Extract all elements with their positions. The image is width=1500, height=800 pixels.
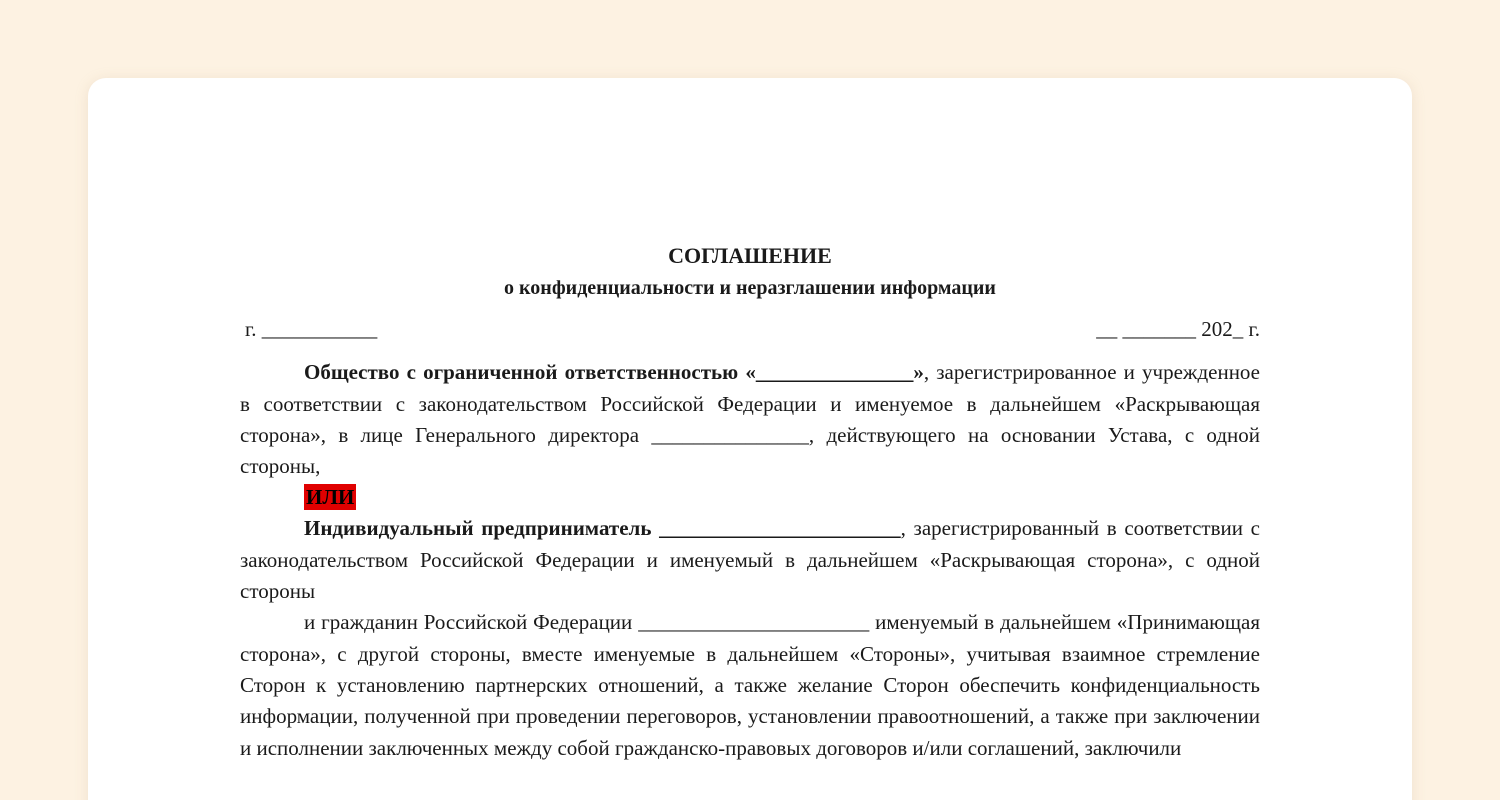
paragraph-citizen: и гражданин Российской Федерации ______________________ именуемый в дальнейшем «Принимающая сторона», с другой стороны, вместе именуемые в дальнейшем «Стороны», учитывая взаимное стремление Сторон к установлению партнерских отношений, а также желание Сторон обеспечить конфиденциальность информации, полученной при проведении переговоров, установлении правоотношений, а также при заключении и исполнении заключенных между собой гражданско-правовых договоров и/или соглашений, заключили xyxy=(240,610,1260,760)
document-body xyxy=(240,240,1260,764)
or-highlight-marker: ИЛИ xyxy=(306,485,355,510)
city-field: г. ___________ xyxy=(245,317,378,341)
document-subtitle: о конфиденциальности и неразглашении информации xyxy=(504,277,996,299)
place-date-line xyxy=(240,314,1260,345)
entrepreneur-text: , зарегистрированный в соответствии с законодательством Российской Федерации и именуемый в дальнейшем «Раскрывающая сторона», с одной стороны xyxy=(240,516,1260,604)
entrepreneur-name: Индивидуальный предприниматель _______________________ xyxy=(304,516,901,541)
or-line xyxy=(240,482,1260,513)
date-field: __ _______ 202_ г. xyxy=(1096,317,1260,341)
document-title: СОГЛАШЕНИЕ xyxy=(668,243,832,268)
llc-text: , зарегистрированное и учрежденное в соответствии с законодательством Российской Федерации и именуемое в дальнейшем «Раскрывающая сторона», в лице Генерального директора _______________, действующего на основании Устава, с одной стороны, xyxy=(240,360,1261,479)
llc-name: Общество с ограниченной ответственностью «_______________» xyxy=(304,360,924,385)
paragraph-entrepreneur xyxy=(240,513,1260,607)
paragraph-llc xyxy=(240,357,1260,482)
